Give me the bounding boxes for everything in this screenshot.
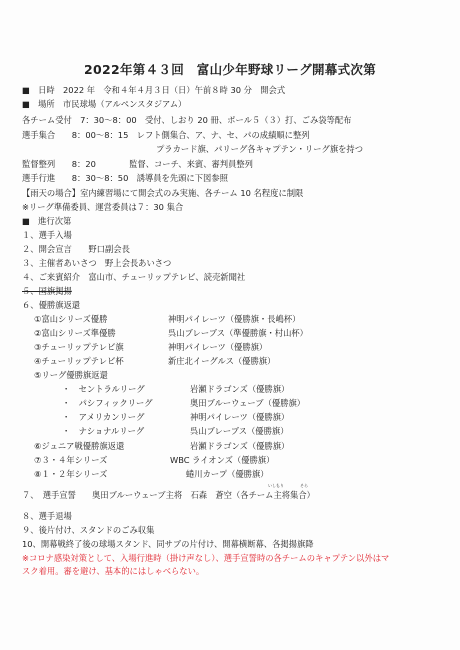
ruby-reading: いしもり [268, 483, 284, 488]
flag-label: ⑧１・２年シリーズ [34, 469, 108, 479]
program-header: ■ 進行次第 [22, 216, 72, 226]
flag-team: 蜷川カープ（優勝旗） [186, 469, 269, 479]
supervision-line: 監督整列 8：20 監督、コーチ、来賓、審判員整列 [22, 159, 253, 169]
staff-notice: ※リーグ準備委員、運営委員は７：30 集合 [22, 202, 184, 212]
flag-team: WBC ライオンズ（優勝旗） [170, 455, 275, 465]
flag-label: ⑤リーグ優勝旗返還 [34, 370, 108, 380]
flag-team: 新庄北イーグルス（優勝旗） [168, 356, 276, 366]
program-item-struck: ５、国旗掲揚 [22, 286, 72, 296]
flag-label: ・ パシフィックリーグ [62, 398, 153, 408]
flag-team: 神明パイレーツ（優勝旗・長嶋杯） [168, 314, 301, 324]
covid-notice-line: ※コロナ感染対策として、入場行進時（掛け声なし）、選手宣誓時の各チームのキャプテン以外はマ [22, 553, 390, 563]
venue-line: ■ 場所 市民球場（アルペンスタジアム） [22, 99, 187, 109]
flag-team: 岩瀬ドラゴンズ（優勝旗） [190, 441, 290, 451]
flag-label: ②富山シリーズ準優勝 [34, 328, 116, 338]
march-line: 選手行進 8：30～8：50 誘導員を先頭に下図参照 [22, 173, 228, 183]
oath-label: ７、 選手宣誓 [22, 490, 76, 500]
flag-label: ・ ナショナルリーグ [62, 426, 145, 436]
flag-team: 神明パイレーツ（優勝旗） [190, 412, 290, 422]
flag-label: ⑥ジュニア戦優勝旗返還 [34, 441, 125, 451]
program-item: ６、優勝旗返還 [22, 300, 81, 310]
assembly-note: プラカード旗、パリーグ各キャプテン・リーグ旗を持つ [156, 144, 364, 154]
reception-line: 各チーム受付 7：30～8：00 受付、しおり 20 冊、ポール５（３）打、ごみ袋等配布 [22, 115, 352, 125]
flag-label: ・ アメリカンリーグ [62, 412, 145, 422]
flag-label: ・ セントラルリーグ [62, 384, 145, 394]
closing-item: ９、後片付け、スタンドのごみ収集 [22, 525, 155, 535]
flag-team: 呉山ブレーブス（準優勝旗・村山杯） [168, 328, 308, 338]
program-item: ３、主催者あいさつ 野上会長あいさつ [22, 258, 172, 268]
flag-label: ①富山シリーズ優勝 [34, 314, 108, 324]
flag-team: 神明パイレーツ（優勝旗） [168, 342, 268, 352]
assembly-line: 選手集合 8：00～8：15 レフト側集合、ア、ナ、セ、パの成績順に整列 [22, 130, 310, 140]
flag-team: 奥田ブルーウェーブ（優勝旗） [190, 398, 306, 408]
document-title: 2022年第４３回 富山少年野球リーグ開幕式次第 [84, 62, 376, 77]
flag-team: 呉山ブレーブス（優勝旗） [190, 426, 289, 436]
date-line: ■ 日時 2022 年 令和４年４月３日（日）午前８時 30 分 開会式 [22, 85, 286, 95]
closing-item: 10、開幕戦終了後の球場スタンド、同サブの片付け、開幕横断幕、各掲揚旗降 [22, 539, 314, 549]
flag-label: ④チューリップテレビ杯 [34, 356, 124, 366]
ruby-reading: そら [300, 483, 308, 488]
flag-team: 岩瀬ドラゴンズ（優勝旗） [190, 384, 290, 394]
closing-item: ８、選手退場 [22, 511, 72, 521]
rain-notice: 【雨天の場合】室内練習場にて開会式のみ実施、各チーム 10 名程度に制限 [22, 188, 304, 198]
flag-label: ③チューリップテレビ旗 [34, 342, 124, 352]
flag-label: ⑦３・４年シリーズ [34, 455, 108, 465]
program-item: ２、開会宣言 野口副会長 [22, 244, 130, 254]
covid-notice-line: スク着用。審を避け、基本的にはしゃべらない。 [22, 566, 205, 576]
program-item: ４、ご来賓紹介 富山市、チューリップテレビ、読売新聞社 [22, 272, 246, 282]
oath-text: 奥田ブルーウェーブ主将 石森 蒼空（各チーム主将集合） [92, 490, 315, 500]
program-item: １、選手入場 [22, 230, 72, 240]
